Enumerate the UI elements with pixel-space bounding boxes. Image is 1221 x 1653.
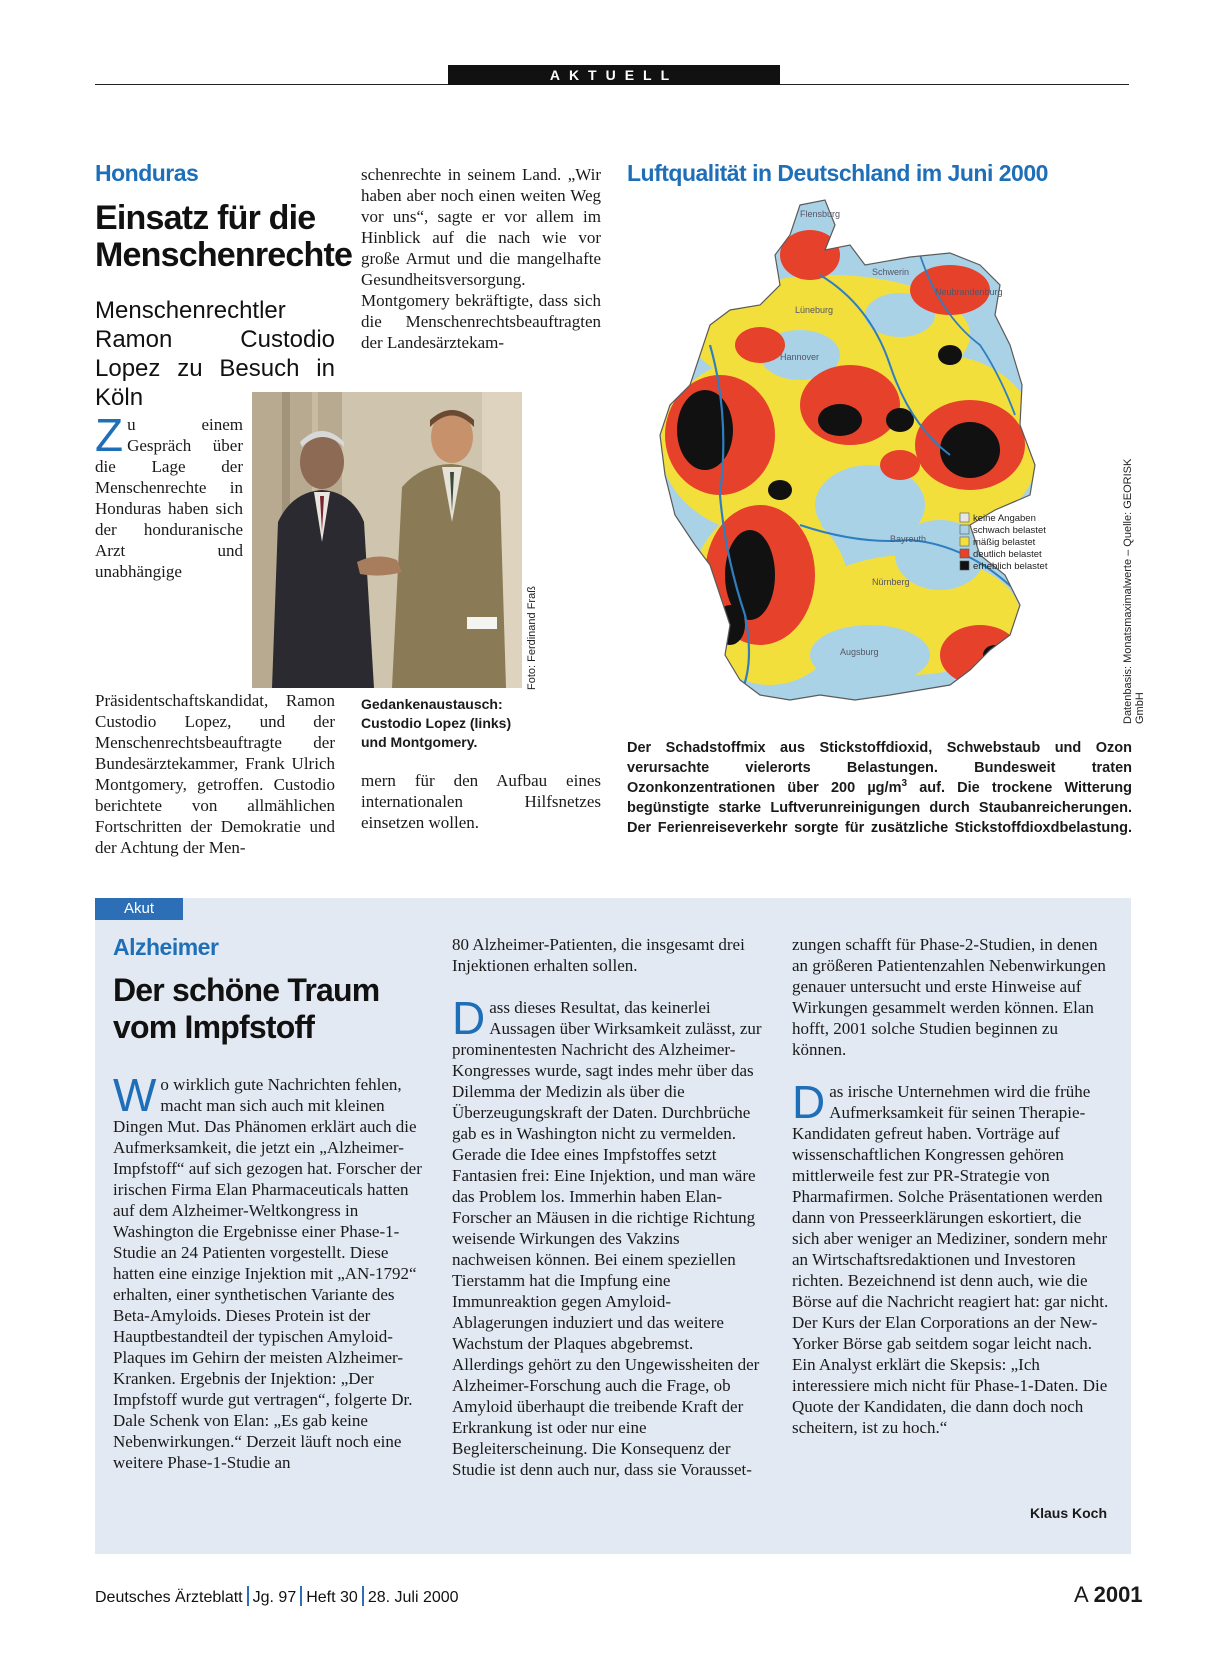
journal-volume: Jg. 97 bbox=[252, 1589, 297, 1606]
footer-separator bbox=[300, 1586, 302, 1606]
city-label: Schwerin bbox=[872, 267, 910, 277]
photo-credit: Foto: Ferdinand Fraß bbox=[526, 586, 538, 690]
headline-line: Menschenrechte bbox=[95, 236, 353, 274]
map-credit: Datenbasis: Monatsmaximalwerte – Quelle: GEORISK GmbH bbox=[1122, 458, 1146, 724]
alzheimer-col1 bbox=[113, 1069, 423, 1536]
legend-swatch bbox=[960, 537, 969, 546]
photo-illustration bbox=[252, 392, 522, 688]
city-label: Lüneburg bbox=[795, 305, 834, 315]
photo-caption: Gedankenaustausch: Custodio Lopez (links) und Montgomery. bbox=[361, 696, 512, 750]
dropcap: Z bbox=[95, 409, 124, 461]
city-label: Hannover bbox=[780, 352, 820, 362]
legend-label: erheblich belastet bbox=[973, 561, 1048, 572]
akut-label: Akut bbox=[95, 898, 183, 920]
legend-swatch bbox=[960, 549, 969, 558]
journal-name: Deutsches Ärzteblatt bbox=[95, 1589, 243, 1606]
footer bbox=[95, 1586, 459, 1607]
legend-swatch bbox=[960, 513, 969, 522]
honduras-headline bbox=[95, 200, 355, 274]
headline-line: vom Impfstoff bbox=[113, 1009, 315, 1045]
legend-label: deutlich belastet bbox=[973, 549, 1042, 560]
footer-separator bbox=[362, 1586, 364, 1606]
map-caption bbox=[627, 738, 1132, 838]
map-caption-text: Der Schadstoffmix aus Stickstoffdioxid, Schwebstaub und Ozon verursachte vielerorts Belastungen. Bundesweit traten Ozonkonzentrationen über 200 µg/m bbox=[627, 740, 1132, 796]
city-label: Flensburg bbox=[800, 209, 841, 219]
alzheimer-col3 bbox=[792, 934, 1112, 1538]
photo-handshake bbox=[252, 392, 522, 688]
headline-line: Der schöne Traum bbox=[113, 972, 380, 1008]
honduras-subhead: Menschenrechtler Ramon Custodio Lopez zu Besuch in Köln bbox=[95, 297, 335, 411]
headline-line: Einsatz für die bbox=[95, 199, 316, 237]
journal-date: 28. Juli 2000 bbox=[367, 1589, 459, 1606]
air-quality-map bbox=[650, 195, 1090, 725]
dropcap: D bbox=[452, 992, 486, 1044]
map-legend bbox=[960, 513, 1048, 572]
author-name: Klaus Koch bbox=[1030, 1505, 1108, 1521]
germany-map bbox=[650, 195, 1090, 725]
alzheimer-col2 bbox=[452, 934, 762, 1538]
alzheimer-col2-paragraph bbox=[452, 992, 762, 1480]
map-caption-superscript: 3 bbox=[901, 778, 908, 790]
city-label: Bayreuth bbox=[890, 534, 927, 544]
alzheimer-col2-top: 80 Alzheimer-Patienten, die insgesamt drei Injektionen erhalten sollen. bbox=[452, 935, 745, 975]
dropcap: D bbox=[792, 1076, 826, 1128]
honduras-col2-top: schenrechte in seinem Land. „Wir haben aber noch einen weiten Weg vor uns“, sagte er vor allem im Hinblick auf die nach wie vor große Armut und die mangelhafte Gesundheitsversorgung. Montgomery bekräftigte, dass sich die Menschenrechtsbeauftragten der Landesärztekam- bbox=[361, 165, 601, 352]
section-label: AKTUELL bbox=[448, 65, 780, 85]
city-label: Neubrandenburg bbox=[935, 287, 1003, 297]
alzheimer-col3-text: as irische Unternehmen wird die frühe Aufmerksamkeit für seinen Therapie-Kandidaten gefreut haben. Vorträge auf wissenschaftlichen Kongressen gehören mittlerweile fest zur PR-Strategie von Pharmafirmen. Solche Präsentationen werden dann von Presseerklärungen eskortiert, die sich aber weniger an Mediziner, sondern mehr an Wirtschaftsredaktionen und Investoren richten. Bezeichnend ist denn auch, wie die Börse auf die Nachricht reagiert hat: gar nicht. Der Kurs der Elan Corporations an der New-Yorker Börse gab seitdem sogar leicht nach. Ein Analyst erklärt die Skepsis: „Ich interessiere mich nicht für Phase-1-Daten. Die Quote der Kandidaten, die dann doch noch scheitern, ist zu hoch.“ bbox=[792, 1082, 1109, 1437]
city-label: Augsburg bbox=[840, 647, 879, 657]
legend-label: schwach belastet bbox=[973, 525, 1046, 536]
page-prefix: A bbox=[1074, 1582, 1088, 1607]
alzheimer-kicker: Alzheimer bbox=[113, 934, 219, 960]
alzheimer-col3-top: zungen schafft für Phase-2-Studien, in denen an größeren Patientenzahlen Nebenwirkungen genauer untersucht und erste Hinweise auf Wirkungen gesammelt werden können. Elan hofft, 2001 solche Studien beginnen zu können. bbox=[792, 935, 1106, 1059]
honduras-col2-bottom: mern für den Aufbau eines internationalen Hilfsnetzes einsetzen wollen. bbox=[361, 771, 601, 832]
map-caption-text: auf. Die trockene Witterung begünstigte starke Luftverunreinigungen durch Staubanreicherungen. Der Ferienreiseverkehr sorgte für zusätzliche Stickstoffdioxdbelastung. bbox=[627, 780, 1132, 836]
legend-swatch bbox=[960, 525, 969, 534]
alzheimer-col1-text: o wirklich gute Nachrichten fehlen, macht man sich auch mit kleinen Dingen Mut. Das Phänomen erklärt auch die Aufmerksamkeit, die jetzt ein „Alzheimer-Impfstoff“ auf sich gezogen hat. Forscher der irischen Firma Elan Pharmaceuticals hatten auf dem Alzheimer-Weltkongress in Washington die Ergebnisse einer Phase-1-Studie an 24 Patienten vorgestellt. Diese hatten eine einzige Injektion mit „AN-1792“ erhalten, einer synthetischen Variante des Beta-Amyloids. Dieses Protein ist der Hauptbestandteil der typischen Amyloid-Plaques im Gehirn der meisten Alzheimer-Kranken. Ergebnis der Injektion: „Der Impfstoff wurde gut vertragen“, folgerte Dr. Dale Schenk von Elan: „Es gab keine Nebenwirkungen.“ Derzeit läuft noch eine weitere Phase-1-Studie an bbox=[113, 1075, 422, 1472]
legend-label: mäßig belastet bbox=[973, 537, 1036, 548]
map-fill bbox=[650, 195, 1090, 725]
honduras-col1-text: u einem Gespräch über die Lage der Menschenrechte in Honduras haben sich der honduranische Arzt und unabhängige Präsidentschaftskandidat, Ramon Custodio Lopez, und der Menschenrechtsbeauftragte der Bundesärztekammer, Frank Ulrich Montgomery, getroffen. Custodio berichtete von allmählichen Fortschritten der Demokratie und der Achtung der Men- bbox=[95, 415, 335, 857]
page-number bbox=[1074, 1582, 1143, 1608]
alzheimer-col2-text: ass dieses Resultat, das keinerlei Aussagen über Wirksamkeit zulässt, zur prominentesten Nachricht des Alzheimer-Kongresses wurde, sagt indes mehr über das Dilemma der Medizin als über die Überzeugungskraft der Daten. Durchbrüche gab es in Washington nicht zu vermelden. Gerade die Idee eines Impfstoffes setzt Fantasien frei: Eine Injektion, und man wäre das Problem los. Immerhin haben Elan-Forscher an Mäusen in die richtige Richtung weisende Wirkungen des Vakzins nachweisen können. Bei einem speziellen Tierstamm hat die Impfung eine Immunreaktion gegen Amyloid-Ablagerungen induziert und das weitere Wachstum der Plaques abgebremst. Allerdings gehört zu den Ungewissheiten der Alzheimer-Forschung auch die Frage, ob Amyloid überhaupt die treibende Kraft der Erkrankung ist oder nur eine Begleiterscheinung. Die Konsequenz der Studie ist denn auch nur, dass sie Vorausset- bbox=[452, 998, 762, 1479]
map-title: Luftqualität in Deutschland im Juni 2000 bbox=[627, 160, 1048, 186]
honduras-kicker: Honduras bbox=[95, 160, 199, 186]
dropcap: W bbox=[113, 1069, 157, 1121]
journal-issue: Heft 30 bbox=[306, 1589, 358, 1606]
alzheimer-col3-paragraph bbox=[792, 1076, 1112, 1438]
alzheimer-headline bbox=[113, 972, 433, 1046]
footer-separator bbox=[247, 1586, 249, 1606]
legend-swatch bbox=[960, 561, 969, 570]
city-label: Nürnberg bbox=[872, 577, 910, 587]
page-number-value: 2001 bbox=[1093, 1582, 1143, 1607]
legend-label: keine Angaben bbox=[973, 513, 1036, 524]
